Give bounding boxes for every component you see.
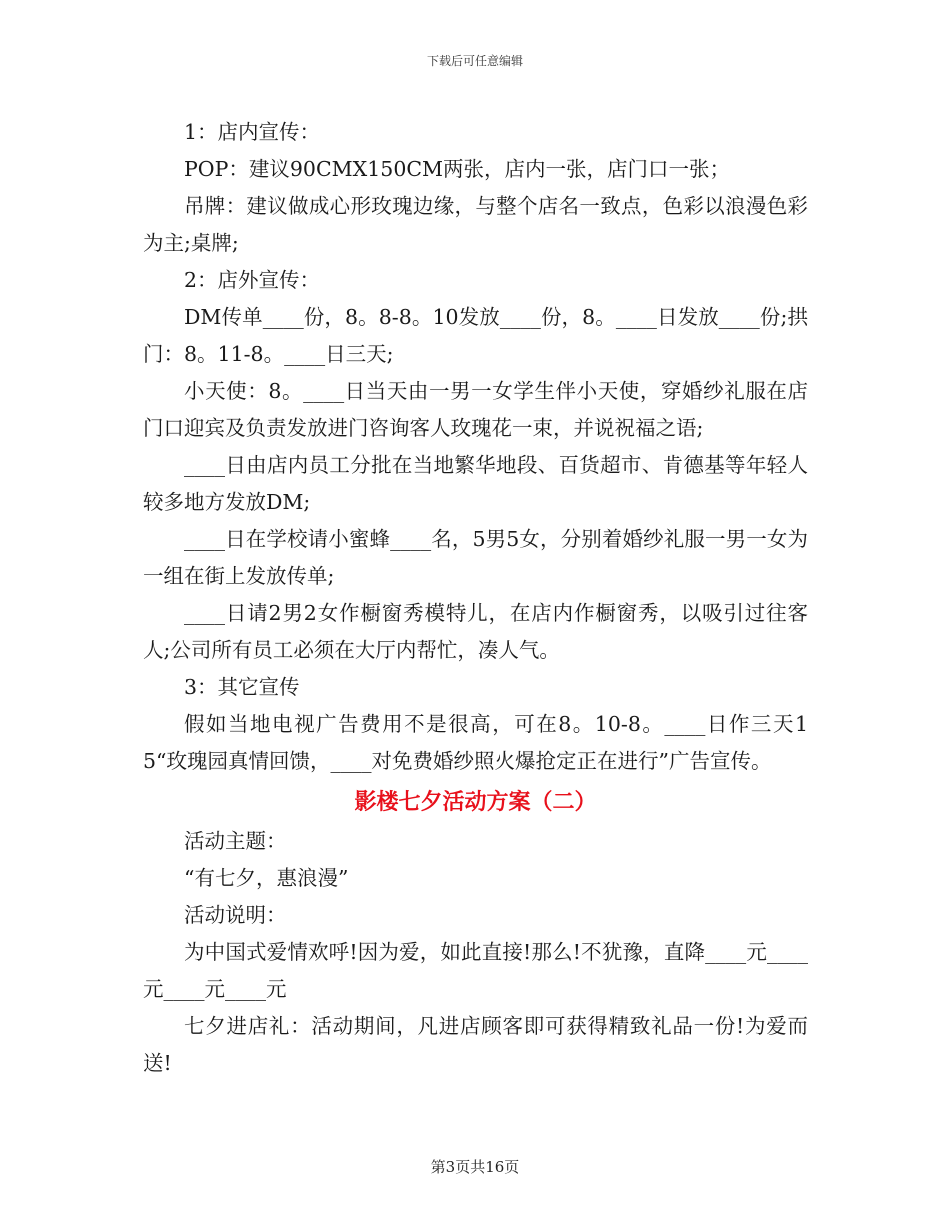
document-body bbox=[143, 114, 808, 1082]
paragraph: 假如当地电视广告费用不是很高，可在8。10-8。____日作三天15“玫瑰园真情回馈，____对免费婚纱照火爆抢定正在进行”广告宣传。 bbox=[143, 712, 808, 773]
paragraph: 活动说明： bbox=[184, 903, 287, 927]
paragraph: ____日在学校请小蜜蜂____名，5男5女，分别着婚纱礼服一男一女为一组在街上发放传单; bbox=[143, 527, 808, 588]
section-title: 影楼七夕活动方案（二） bbox=[354, 790, 597, 815]
paragraph: ____日由店内员工分批在当地繁华地段、百货超市、肯德基等年轻人较多地方发放DM; bbox=[143, 453, 808, 514]
paragraph: 1：店内宣传： bbox=[184, 120, 321, 144]
paragraph: POP：建议90CMX150CM两张，店内一张，店门口一张； bbox=[184, 157, 731, 181]
paragraph: 3：其它宣传 bbox=[184, 675, 300, 699]
paragraph: 2：店外宣传： bbox=[184, 268, 321, 292]
paragraph: ____日请2男2女作橱窗秀模特儿，在店内作橱窗秀，以吸引过往客人;公司所有员工必须在大厅内帮忙，凑人气。 bbox=[143, 601, 808, 662]
paragraph: 小天使：8。____日当天由一男一女学生伴小天使，穿婚纱礼服在店门口迎宾及负责发放进门咨询客人玫瑰花一束，并说祝福之语; bbox=[143, 379, 808, 440]
paragraph: “有七夕，惠浪漫” bbox=[184, 866, 349, 890]
page-header: 下载后可任意编辑 bbox=[426, 54, 523, 68]
paragraph: DM传单____份，8。8-8。10发放____份，8。____日发放____份;拱门：8。11-8。____日三天; bbox=[143, 305, 808, 366]
paragraph: 七夕进店礼：活动期间，凡进店顾客即可获得精致礼品一份!为爱而送! bbox=[143, 1014, 808, 1075]
paragraph: 活动主题： bbox=[184, 829, 287, 853]
page-footer: 第3页共16页 bbox=[430, 1158, 520, 1176]
paragraph: 吊牌：建议做成心形玫瑰边缘，与整个店名一致点，色彩以浪漫色彩为主;桌牌; bbox=[143, 194, 808, 255]
paragraph: 为中国式爱情欢呼!因为爱，如此直接!那么!不犹豫，直降____元____元____元____元 bbox=[143, 940, 808, 1001]
